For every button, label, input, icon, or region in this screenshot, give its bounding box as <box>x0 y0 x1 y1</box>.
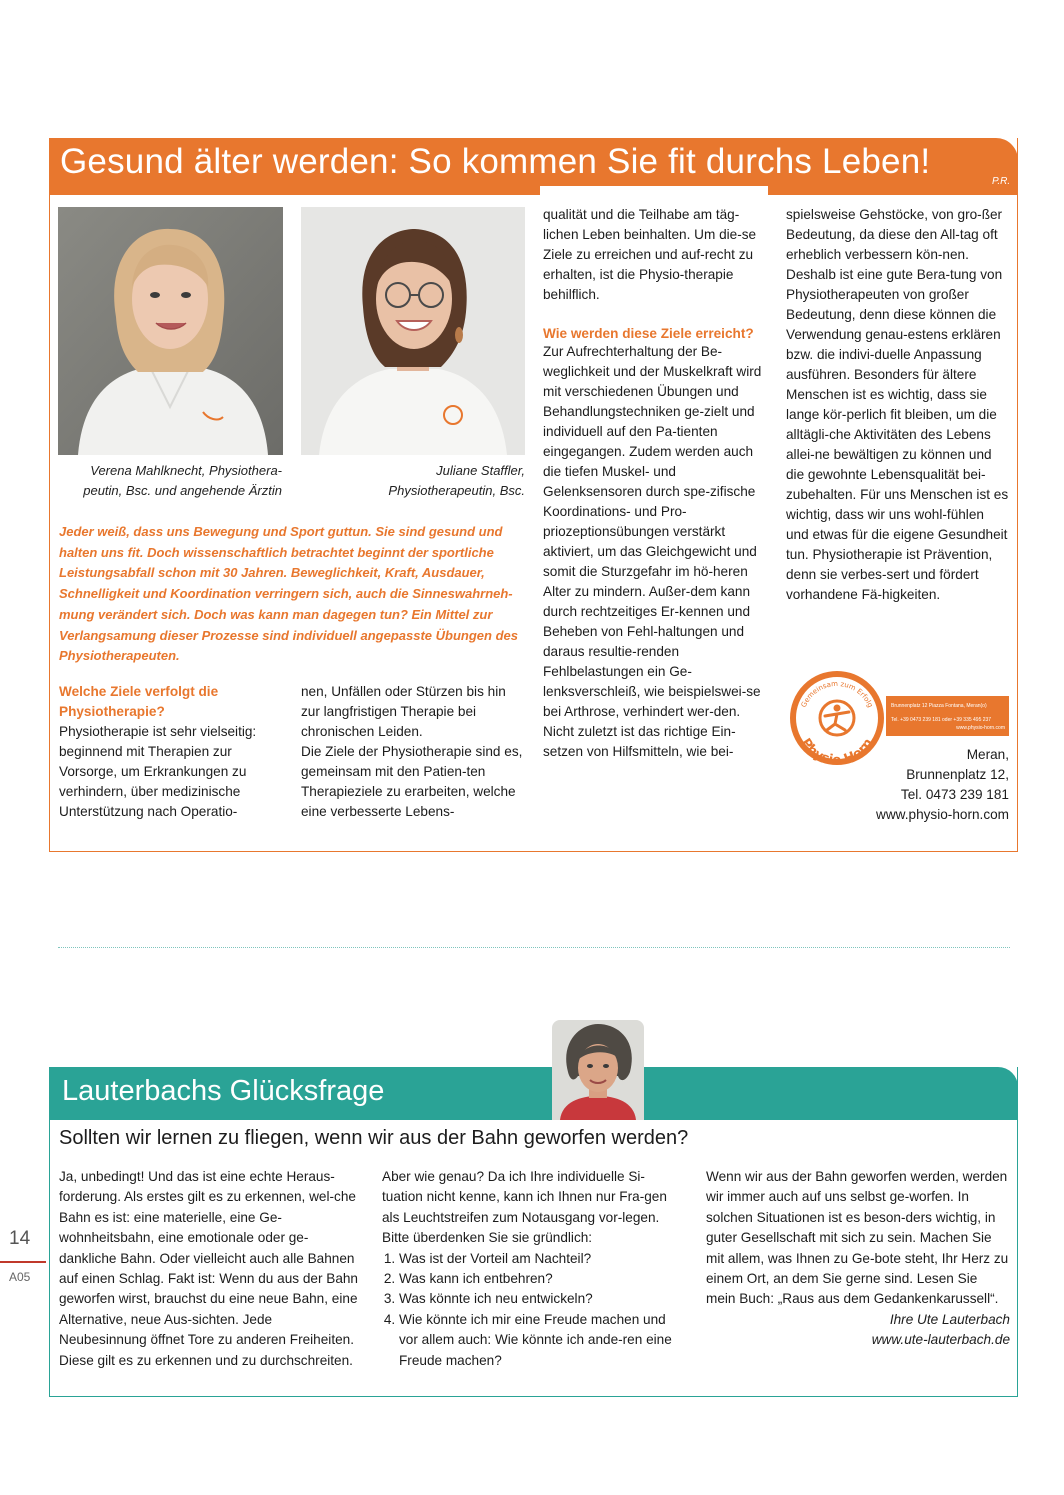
logo-web: www.physio-horn.com <box>956 725 1005 731</box>
article-column-2 <box>301 682 525 822</box>
contact-website: www.physio-horn.com <box>876 807 1009 822</box>
logo-ring-bottom: Physio Horn <box>797 735 877 768</box>
article-column-1 <box>59 682 279 822</box>
photo-juliane-staffler <box>301 207 525 455</box>
pr-tag: P.R. <box>992 176 1011 187</box>
paragraph: nen, Unfällen oder Stürzen bis hin zur langfristigen Therapie bei chronischen Leiden. <box>301 684 506 739</box>
contact-city: Meran, <box>966 747 1009 762</box>
paragraph: Die Ziele der Physiotherapie sind es, gemeinsam mit den Patien-ten Therapieziele zu erarbeiten, welche eine verbesserte Lebens- <box>301 744 523 819</box>
article-column-3 <box>543 205 768 762</box>
caption-line: Juliane Staffler, <box>436 463 525 478</box>
list-item: 4. Wie könnte ich mir eine Freude machen und vor allem auch: Wie könnte ich ande-ren eine Freude machen? <box>399 1310 684 1371</box>
paragraph: Nicht zuletzt ist das richtige Ein-setzen von Hilfsmitteln, wie bei- <box>543 724 736 759</box>
subheading-achieve: Wie werden diese Ziele erreicht? <box>543 326 754 341</box>
caption-line: Physiotherapeutin, Bsc. <box>388 483 525 498</box>
list-item: 3. Was könnte ich neu entwickeln? <box>399 1289 684 1309</box>
subheading-goals: Welche Ziele verfolgt die Physiotherapie? <box>59 684 219 719</box>
paragraph: Aber wie genau? Da ich Ihre individuelle Si-tuation nicht kenne, kann ich Ihnen nur Fra-gen als Leuchtstreifen zum Notausgang vor-legen. Bitte überdenken Sie sie gründlich: <box>382 1169 667 1246</box>
portrait-ute-lauterbach <box>552 1020 644 1120</box>
logo-info-bar <box>886 696 1009 736</box>
contact-block <box>820 745 1009 825</box>
paragraph: qualität und die Teilhabe am täg-lichen Leben beinhalten. Um die-se Ziele zu erreichen und auf-recht zu erhalten, ist die Physio-therapie behilflich. <box>543 207 757 302</box>
list-item: 2. Was kann ich entbehren? <box>399 1269 684 1289</box>
page-number-rule <box>0 1261 46 1263</box>
signature: Ihre Ute Lauterbach <box>889 1311 1010 1327</box>
paragraph: Ja, unbedingt! Und das ist eine echte Heraus-forderung. Als erstes gilt es zu erkennen, wel-che Bahn es ist: eine materielle, eine Ge-wohnheitsbahn, eine emotionale oder ge-dankliche Bahn. Oder vielleicht auch alle Bahnen auf einen Schlag. Fakt ist: Wenn du aus der Bahn geworfen wirst, brauchst du eine neue Bahn, eine Alternative, neue Aus-sichten. Jede Neubesinnung öffnet Tore zu anderen Freiheiten. Diese gilt es zu erkennen und zu durchschreiten. <box>59 1169 358 1368</box>
caption-line: peutin, Bsc. und angehende Ärztin <box>83 483 282 498</box>
contact-address: Brunnenplatz 12, <box>906 767 1009 782</box>
list-item: 1. Was ist der Vorteil am Nachteil? <box>399 1249 684 1269</box>
paragraph: spielsweise Gehstöcke, von gro-ßer Bedeutung, da diese den All-tag oft erheblich verbessern kön-nen. Deshalb ist eine gute Bera-tung von Physiotherapeuten von großer Bedeutung, denn diese können die Verwendung genau-estens erklären bzw. die indivi-duelle Anpassung ausführen. Besonders für ältere Menschen ist es wichtig, dass sie lange kör-perlich fit bleiben, um die alltägli-che Aktivitäten des Lebens allei-ne bewältigen zu können und die gewohnte Lebensqualität bei-zubehalten. Für uns Menschen ist es wichtig, dass wir uns wohl-fühlen und etwas für die eigene Gesundheit tun. Physiotherapie ist Prävention, denn sie verbes-sert und fördert vorhandene Fä-higkeiten. <box>786 207 1009 602</box>
article-lauterbach-title: Lauterbachs Glücksfrage <box>62 1075 385 1107</box>
lauterbach-column-2 <box>382 1167 684 1371</box>
article-column-4 <box>786 205 1010 605</box>
page-code: A05 <box>9 1270 31 1284</box>
lauterbach-column-1 <box>59 1167 363 1371</box>
photo-caption-verena <box>58 461 282 501</box>
paragraph: Zur Aufrechterhaltung der Be-weglichkeit und der Muskelkraft wird mit verschiedenen Übungen und Behandlungstechniken ge-zielt und individuell auf den Pa-tienten eingegangen. Zudem werden auch die tiefen Muskel- und Gelenksensoren durch spe-zifische Koordinations- und Pro-priozeptionsübungen verstärkt aktiviert, um das Gleichgewicht und somit die Sturzgefahr im hö-heren Alter zu mindern. Außer-dem kann durch rechtzeitiges Er-kennen und Beheben von Fehl-haltungen und daraus resultie-renden Fehlbelastungen ein Ge-lenksverschleiß, wie beispielswei-se bei Arthrose, verhindert wer-den. <box>543 344 762 719</box>
page-number: 14 <box>9 1228 31 1249</box>
logo-phone: Tel. +39 0473 239 181 oder +39 335 495 237 <box>891 717 992 723</box>
logo-address: Brunnenplatz 12 Piazza Fontana, Meran(o) <box>891 703 987 709</box>
paragraph: Physiotherapie ist sehr vielseitig: beginnend mit Therapien zur Vorsorge, um Erkrankungen zu verhindern, über medizinische Unterstützung nach Operatio- <box>59 724 257 819</box>
author-website: www.ute-lauterbach.de <box>871 1332 1010 1348</box>
article-lead: Jeder weiß, dass uns Bewegung und Sport guttun. Sie sind gesund und halten uns fit. Doch wissenschaftlich betrachtet beginnt der sportliche Leistungsabfall schon mit 30 Jahren. Beweglichkeit, Kraft, Ausdauer, Schnelligkeit und Koordination verringern sich, auch die Sinneswahrneh-mung verändert sich. Doch was kann man dagegen tun? Ein Mittel zur Verlangsamung dieser Prozesse sind individuell angepasste Übungen des Physiotherapeuten. <box>59 524 518 664</box>
article-physio-title: Gesund älter werden: So kommen Sie fit durchs Leben! <box>60 142 931 181</box>
article-question: Sollten wir lernen zu fliegen, wenn wir aus der Bahn geworfen werden? <box>59 1127 689 1149</box>
logo-ring-top: Gemeinsam zum Erfolg <box>799 679 875 709</box>
section-divider <box>58 947 1010 948</box>
photo-verena-mahlknecht <box>58 207 283 455</box>
header-notch <box>540 186 768 196</box>
question-list <box>382 1249 684 1371</box>
photo-caption-juliane <box>301 461 525 501</box>
caption-line: Verena Mahlknecht, Physiothera- <box>90 463 282 478</box>
contact-phone: Tel. 0473 239 181 <box>900 787 1009 802</box>
lauterbach-column-3 <box>706 1167 1010 1351</box>
paragraph: Wenn wir aus der Bahn geworfen werden, werden wir immer auch auf uns selbst ge-worfen. In solchen Situationen ist es beson-ders wichtig, in guter Gesellschaft mit sich zu sein. Machen Sie mit allem, was Ihnen zu Ge-bote steht, Ihr Herz zu einem Ort, an dem Sie gerne sind. Lesen Sie mein Buch: „Raus aus dem Gedankenkarussell“. <box>706 1169 1009 1307</box>
